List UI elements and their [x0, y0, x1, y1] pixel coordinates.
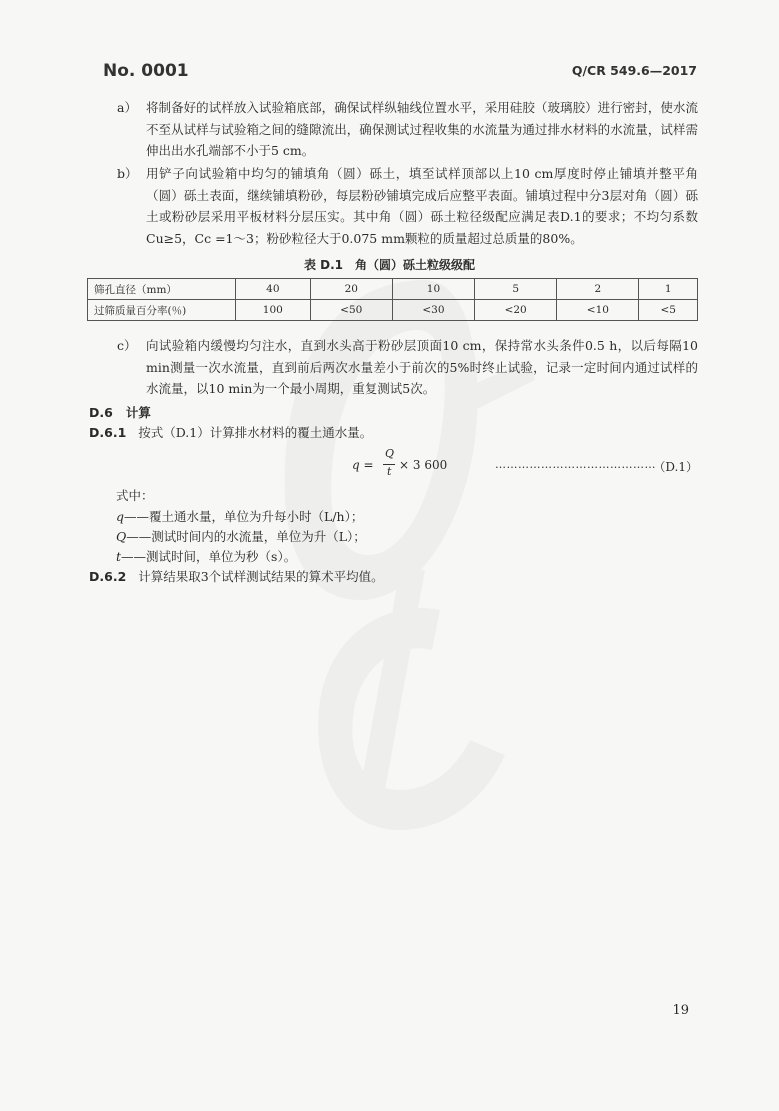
symbol: t [116, 549, 122, 564]
item-marker: c） [117, 338, 137, 353]
formula-lhs: q = [352, 458, 374, 472]
table-cell: <20 [475, 300, 557, 321]
item-text: 将制备好的试样放入试验箱底部，确保试样纵轴线位置水平，采用硅胶（玻璃胶）进行密封，使水流不至从试样与试验箱之间的缝隙流出，确保测试过程收集的水流量为通过排水材料的水流量，试样需伸出出水孔端部不小于5 cm。 [146, 100, 698, 158]
gradation-table [87, 278, 698, 321]
formula-denominator: t [387, 465, 392, 478]
table-cell: <10 [557, 300, 639, 321]
clause-number: D.6.2 [89, 569, 127, 584]
clause-text: 按式（D.1）计算排水材料的覆土通水量。 [138, 425, 373, 440]
document-number: No. 0001 [103, 61, 189, 81]
item-text: 向试验箱内缓慢均匀注水，直到水头高于粉砂层顶面10 cm，保持常水头条件0.5 h，以后每隔10 min测量一次水流量，直到前后两次水量差小于前次的5%时终止试验，记录一定时间内通过试样的水流量，以10 min为一个最小周期，重复测试5次。 [146, 338, 698, 396]
item-marker: a） [117, 100, 137, 115]
table-cell: 5 [475, 279, 557, 300]
section-number: D.6 [89, 405, 113, 420]
table-cell: 10 [392, 279, 474, 300]
formula-label: （D.1） [653, 460, 698, 474]
table-row-header: 筛孔直径（mm） [88, 279, 236, 300]
table-row [88, 300, 698, 321]
table-row-header: 过筛质量百分率(％) [88, 300, 236, 321]
definition-t [116, 547, 296, 565]
definition-q [116, 507, 363, 525]
table-cell: <50 [310, 300, 392, 321]
item-text: 用铲子向试验箱中均匀的铺填角（圆）砾土，填至试样顶部以上10 cm厚度时停止铺填并整平角（圆）砾土表面，继续铺填粉砂，每层粉砂铺填完成后应整平表面。铺填过程中分3层对角（圆）砾土或粉砂层采用平板材料分层压实。其中角（圆）砾土粒径级配应满足表D.1的要求；不均匀系数 Cu≥5，Cc =1～3；粉砂粒径大于0.075 mm颗粒的质量超过总质量的80%。 [146, 166, 698, 246]
formula-numerator: Q [385, 447, 395, 460]
section-heading [89, 403, 151, 421]
section-title: 计算 [125, 405, 151, 420]
formula-rhs: × 3 600 [399, 458, 448, 472]
page-number: 19 [672, 1003, 689, 1018]
definition-text: ——覆土通水量，单位为升每小时（L/h）； [124, 509, 364, 524]
standard-code: Q/CR 549.6—2017 [571, 63, 697, 78]
table-cell: 1 [639, 279, 698, 300]
item-marker: b） [117, 166, 138, 181]
formula-d1 [352, 447, 698, 487]
clause-d61 [89, 423, 372, 441]
formula-leader-dots: …………………………………… [495, 458, 656, 471]
definition-Q [116, 527, 366, 545]
clause-d62 [89, 567, 384, 585]
table-row [88, 279, 698, 300]
definition-text: ——测试时间，单位为秒（s）。 [121, 549, 297, 564]
table-cell: <30 [392, 300, 474, 321]
clause-text: 计算结果取3个试样测试结果的算术平均值。 [138, 569, 384, 584]
table-cell: 2 [557, 279, 639, 300]
symbol: Q [116, 529, 127, 544]
table-title: 表 D.1 角（圆）砾土粒级级配 [303, 258, 476, 272]
definition-text: ——测试时间内的水流量，单位为升（L）； [126, 529, 366, 544]
clause-number: D.6.1 [89, 425, 127, 440]
table-cell: <5 [639, 300, 698, 321]
symbol: q [116, 509, 125, 524]
where-intro: 式中： [116, 488, 154, 503]
table-cell: 40 [236, 279, 311, 300]
table-cell: 20 [310, 279, 392, 300]
table-cell: 100 [236, 300, 311, 321]
